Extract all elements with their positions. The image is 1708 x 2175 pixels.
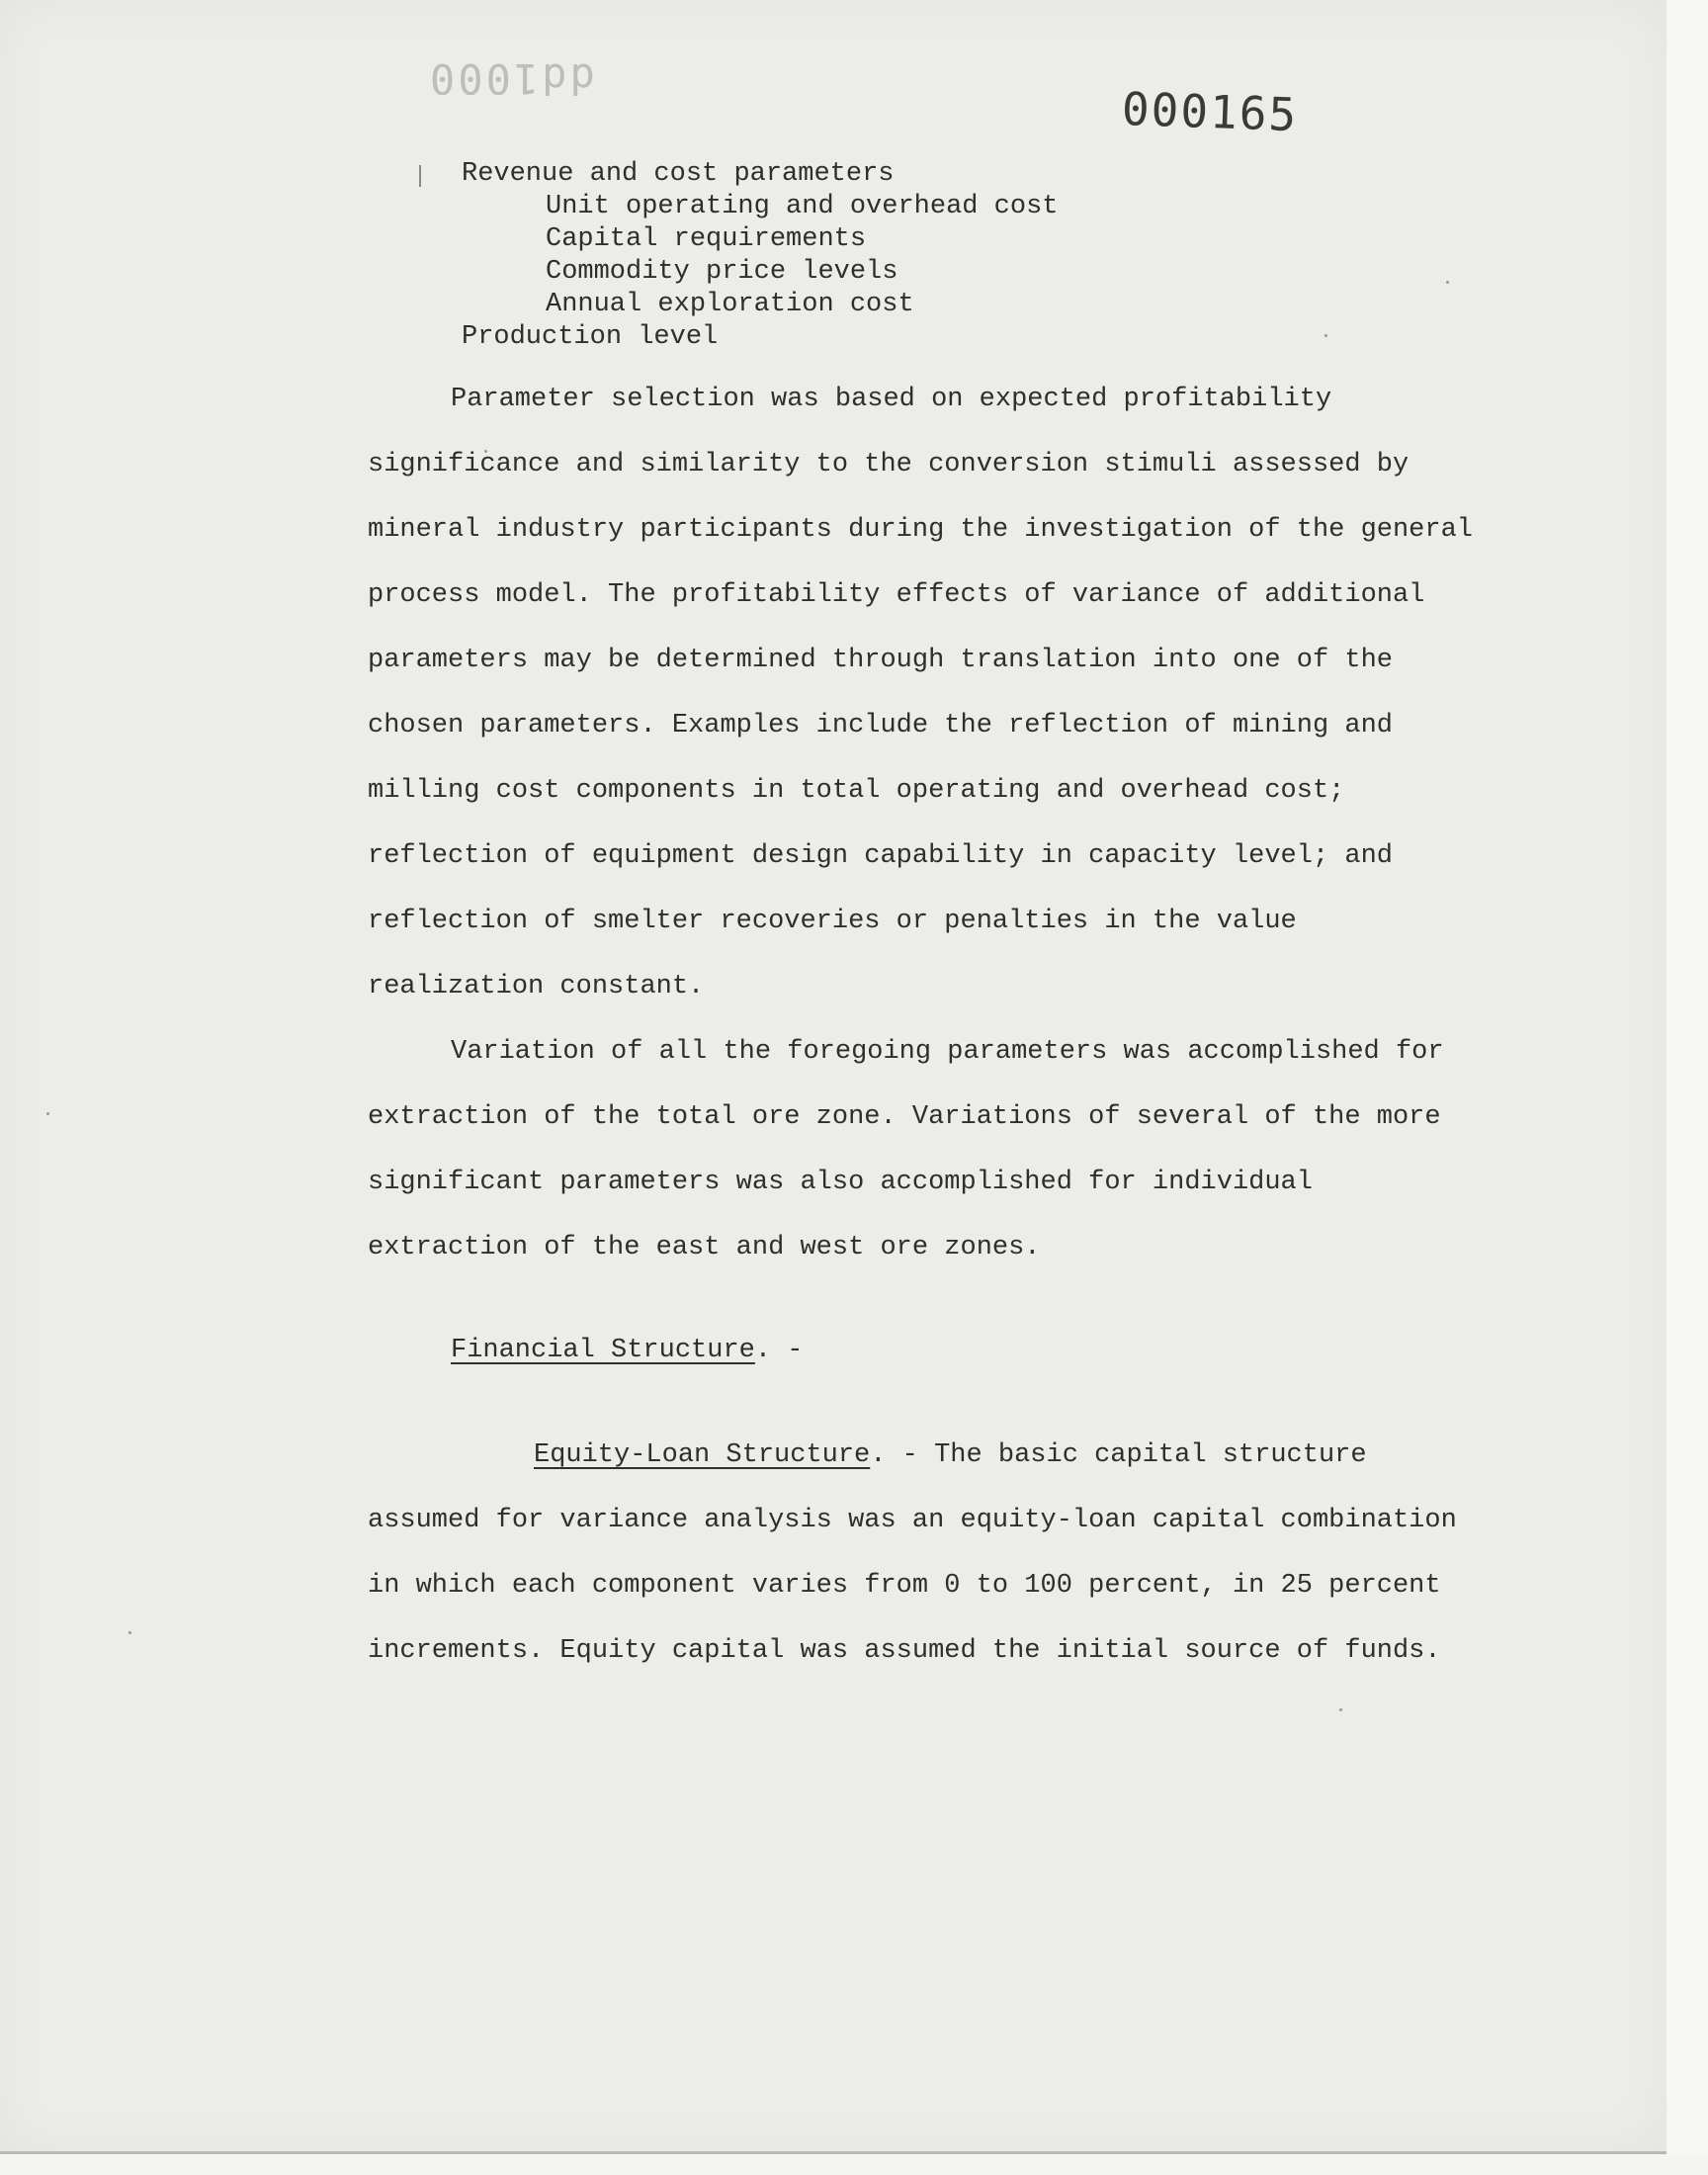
page-number: 000165 bbox=[1121, 81, 1300, 142]
paragraph-selection: Parameter selection was based on expected profitability significance and similarity to the conversion stimuli assessed by mineral industry participants during the investigation of the general process model. The profitability effects of variance of additional parameters may be determined through translation into one of the chosen parameters. Examples include the reflection of mining and milling cost components in total operating and overhead cost; reflection of equipment design capability in capacity level; and reflection of smelter recoveries or penalties in the value realization constant. bbox=[368, 385, 1473, 1001]
parameter-list-item: Commodity price levels bbox=[546, 257, 898, 287]
equity-loan-separator: . - bbox=[870, 1440, 935, 1470]
parameter-list-item: Production level bbox=[462, 322, 719, 352]
speck bbox=[1339, 1708, 1342, 1711]
faded-stamp: dd1000 bbox=[427, 54, 595, 103]
parameter-list-item: Unit operating and overhead cost bbox=[546, 192, 1059, 221]
scan-edge-right bbox=[1666, 0, 1708, 2175]
financial-structure-suffix: . - bbox=[754, 1336, 804, 1365]
paragraph-equity-loan bbox=[368, 1423, 1475, 1684]
speck bbox=[46, 1112, 49, 1115]
equity-loan-body: The basic capital structure assumed for variance analysis was an equity-loan capital combination in which each component varies from 0 to 100 percent, in 25 percent increments. Equity capital was assumed the initial source of funds. bbox=[368, 1440, 1457, 1666]
document-body bbox=[368, 158, 1475, 1684]
parameter-list-item: Annual exploration cost bbox=[546, 290, 914, 319]
financial-structure-title: Financial Structure bbox=[451, 1336, 755, 1365]
paragraph-variation: Variation of all the foregoing parameters was accomplished for extraction of the total ore zone. Variations of several of the more significant parameters was also accomplished for individual extraction of the east and west ore zones. bbox=[368, 1037, 1444, 1262]
parameter-list bbox=[368, 158, 1475, 354]
equity-loan-title: Equity-Loan Structure bbox=[534, 1440, 871, 1470]
scan-edge-bottom bbox=[0, 2154, 1708, 2175]
parameter-list-item: Capital requirements bbox=[546, 224, 867, 254]
financial-structure-heading bbox=[368, 1318, 1475, 1383]
speck bbox=[128, 1631, 131, 1634]
parameter-list-item: Revenue and cost parameters bbox=[462, 159, 895, 189]
